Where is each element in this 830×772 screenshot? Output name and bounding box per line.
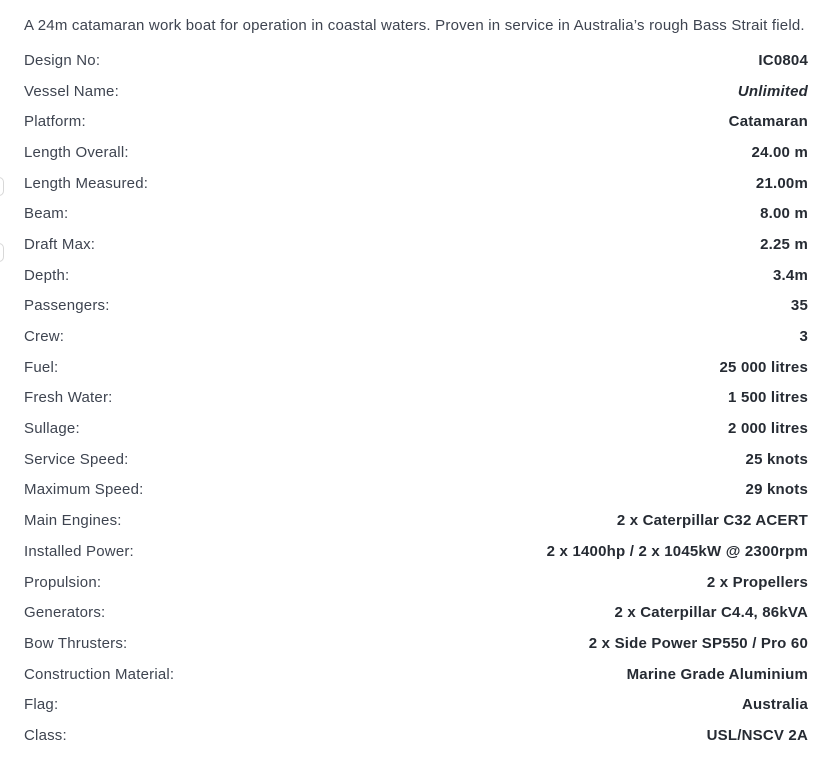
- spec-row: [24, 106, 808, 137]
- spec-row: [24, 229, 808, 260]
- spec-label: Main Engines:: [24, 512, 122, 530]
- spec-label: Maximum Speed:: [24, 481, 144, 499]
- spec-label: Installed Power:: [24, 542, 134, 560]
- spec-row: [24, 45, 808, 76]
- spec-label: Passengers:: [24, 297, 110, 315]
- spec-label: Construction Material:: [24, 665, 175, 683]
- spec-row: [24, 659, 808, 690]
- left-edge-partial-button-1[interactable]: [0, 177, 4, 196]
- spec-value: 25 knots: [745, 450, 808, 468]
- spec-row: [24, 567, 808, 598]
- spec-row: [24, 352, 808, 383]
- spec-value: 24.00 m: [751, 143, 808, 161]
- spec-label: Length Measured:: [24, 174, 149, 192]
- spec-value: Australia: [742, 696, 808, 714]
- spec-value: 25 000 litres: [719, 358, 808, 376]
- spec-value: 2 x Caterpillar C32 ACERT: [616, 512, 808, 530]
- spec-value: 3.4m: [773, 266, 808, 284]
- spec-label: Service Speed:: [24, 450, 129, 468]
- left-edge-partial-button-2[interactable]: [0, 243, 4, 262]
- spec-label: Platform:: [24, 113, 86, 131]
- spec-label: Sullage:: [24, 420, 80, 438]
- spec-value: 2 x Side Power SP550 / Pro 60: [588, 634, 808, 652]
- spec-value: 21.00m: [755, 174, 808, 192]
- spec-value: 1 500 litres: [728, 389, 808, 407]
- spec-label: Vessel Name:: [24, 82, 119, 100]
- spec-label: Class:: [24, 726, 67, 744]
- spec-row: [24, 536, 808, 567]
- spec-value: 2 x Propellers: [706, 573, 808, 591]
- spec-row: [24, 628, 808, 659]
- spec-value: 3: [799, 328, 808, 346]
- spec-value: 8.00 m: [760, 205, 808, 223]
- spec-value: 2.25 m: [760, 235, 808, 253]
- spec-value: 29 knots: [745, 481, 808, 499]
- spec-label: Depth:: [24, 266, 70, 284]
- spec-row: [24, 597, 808, 628]
- spec-value: 2 x Caterpillar C4.4, 86kVA: [614, 604, 808, 622]
- spec-row: [24, 689, 808, 720]
- spec-row: [24, 291, 808, 322]
- spec-table: [24, 45, 808, 751]
- spec-row: [24, 321, 808, 352]
- spec-value: 2 000 litres: [728, 420, 808, 438]
- spec-value: 35: [790, 297, 808, 315]
- spec-label: Fresh Water:: [24, 389, 113, 407]
- spec-label: Fuel:: [24, 358, 59, 376]
- spec-row: [24, 137, 808, 168]
- spec-label: Crew:: [24, 328, 65, 346]
- spec-value: 2 x 1400hp / 2 x 1045kW @ 2300rpm: [546, 542, 808, 560]
- spec-row: [24, 383, 808, 414]
- spec-label: Bow Thrusters:: [24, 634, 128, 652]
- spec-value: Unlimited: [737, 82, 808, 100]
- spec-value: IC0804: [758, 51, 808, 69]
- spec-label: Length Overall:: [24, 143, 129, 161]
- spec-row: [24, 505, 808, 536]
- spec-row: [24, 168, 808, 199]
- spec-row: [24, 76, 808, 107]
- spec-label: Generators:: [24, 604, 106, 622]
- spec-label: Propulsion:: [24, 573, 102, 591]
- spec-row: [24, 444, 808, 475]
- spec-value: Catamaran: [728, 113, 808, 131]
- spec-label: Beam:: [24, 205, 69, 223]
- spec-value: Marine Grade Aluminium: [626, 665, 808, 683]
- spec-row: [24, 475, 808, 506]
- vessel-description: A 24m catamaran work boat for operation in coastal waters. Proven in service in Australia’s rough Bass Strait field.: [24, 17, 805, 34]
- spec-row: [24, 413, 808, 444]
- spec-row: [24, 260, 808, 291]
- spec-label: Flag:: [24, 696, 59, 714]
- spec-row: [24, 198, 808, 229]
- spec-label: Draft Max:: [24, 235, 96, 253]
- spec-row: [24, 720, 808, 751]
- spec-value: USL/NSCV 2A: [706, 726, 808, 744]
- spec-label: Design No:: [24, 51, 101, 69]
